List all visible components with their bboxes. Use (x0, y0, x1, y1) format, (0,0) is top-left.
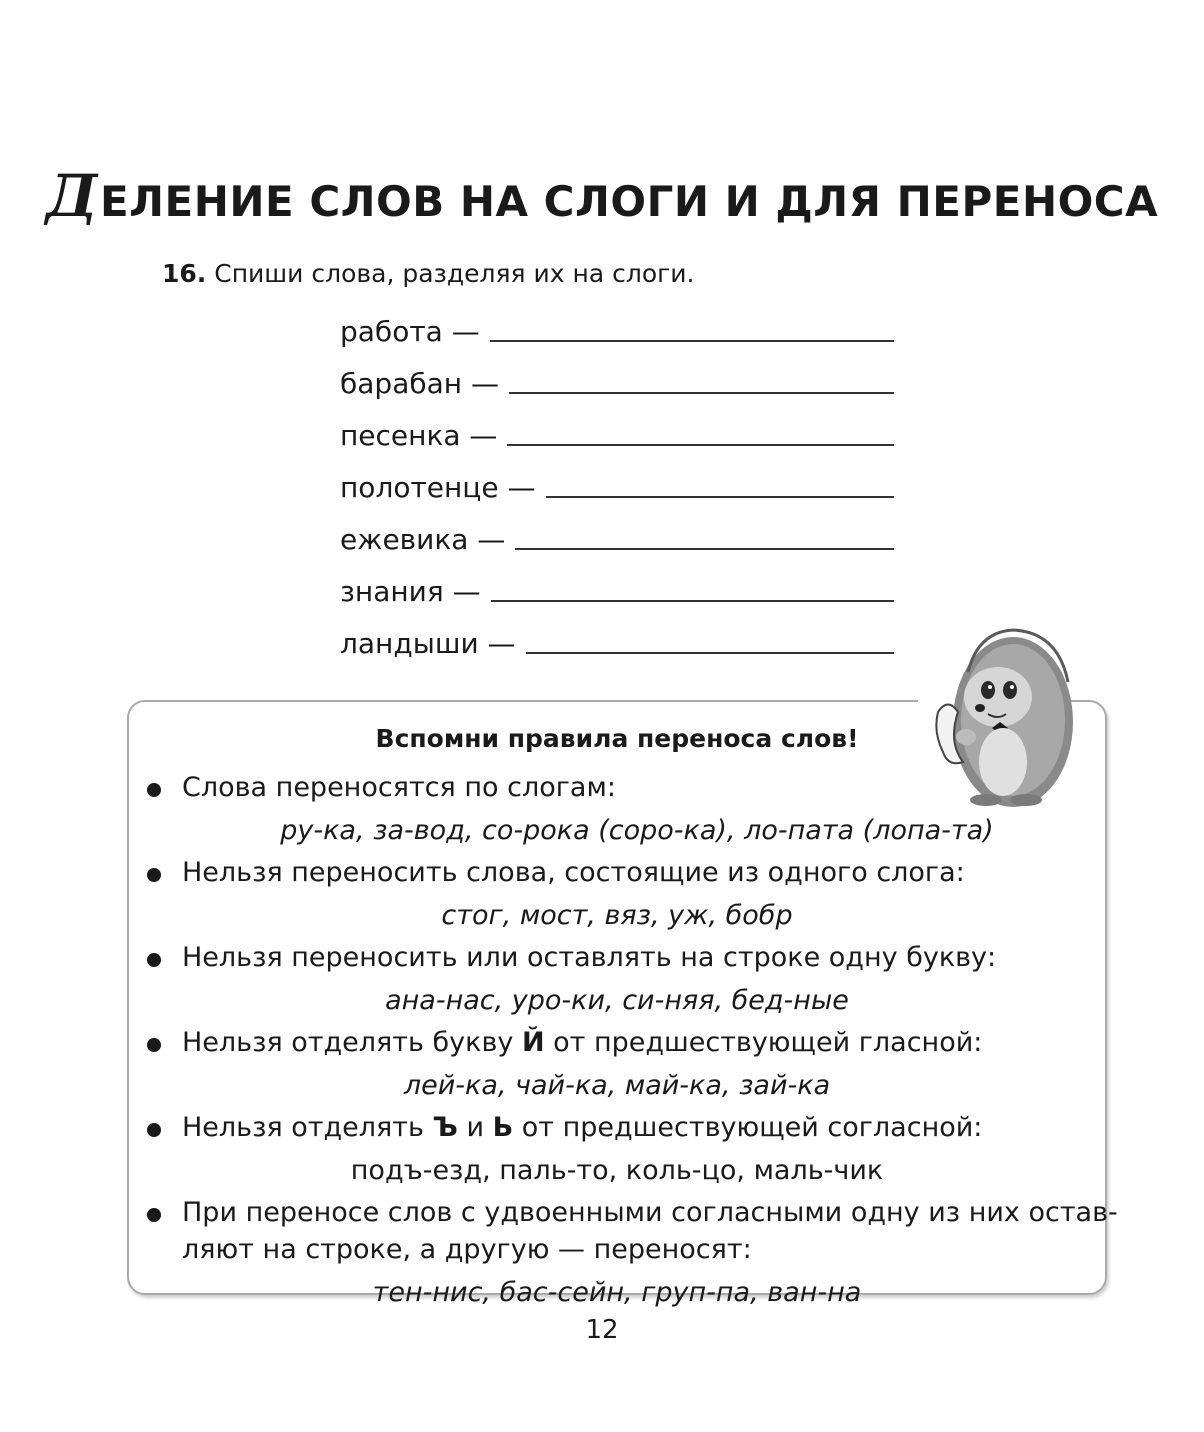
word-row (340, 464, 894, 504)
task-number: 16. (162, 259, 207, 288)
page-number: 12 (585, 1315, 619, 1345)
bullet-icon (147, 953, 161, 967)
bullet-icon (147, 1038, 161, 1052)
word-label: работа — (340, 315, 480, 348)
rule-letter: Й (521, 1027, 545, 1058)
task-text: Спиши слова, разделяя их на слоги. (214, 259, 695, 288)
rules-title: Вспомни правила переноса слов! (375, 724, 859, 753)
word-label: ежевика — (340, 523, 506, 556)
rule-text: Нельзя переносить слова, состоящие из одного слога: (182, 857, 965, 888)
answer-line[interactable] (490, 340, 894, 342)
answer-line[interactable] (526, 652, 894, 654)
rule-text-part: от предшествующей согласной: (513, 1112, 983, 1143)
bullet-icon (147, 868, 161, 882)
hedgehog-illustration (918, 612, 1078, 812)
rule-example: тен-нис, бас-сейн, груп-па, ван-на (372, 1277, 862, 1308)
rule-text-part: и (457, 1112, 493, 1143)
answer-line[interactable] (515, 548, 894, 550)
rule-example: подъ-езд, паль-то, коль-цо, маль-чик (350, 1155, 884, 1186)
rule-text: При переносе слов с удвоенными согласными одну из них остав- (182, 1197, 1118, 1228)
rule-text-part: от предшествующей гласной: (544, 1027, 983, 1058)
title-text: ЕЛЕНИЕ СЛОВ НА СЛОГИ И ДЛЯ ПЕРЕНОСА (99, 177, 1159, 226)
answer-line[interactable] (546, 496, 895, 498)
rule-example: ана-нас, уро-ки, си-няя, бед-ные (385, 985, 849, 1016)
rule-text: ляют на строке, а другую — переносят: (182, 1234, 752, 1265)
word-row (340, 308, 894, 348)
page-title (0, 162, 1204, 230)
rule-text-part: Нельзя отделять букву (182, 1027, 522, 1058)
title-drop-cap: Д (45, 162, 98, 230)
word-row (340, 568, 894, 608)
rule-text-part: Нельзя отделять (182, 1112, 433, 1143)
task-instruction (162, 259, 694, 288)
word-label: барабан — (340, 367, 499, 400)
rule-example: ру-ка, за-вод, со-рока (соро-ка), ло-пата (лопа-та) (280, 815, 994, 846)
bullet-icon (147, 1208, 161, 1222)
rule-letter: Ь (492, 1112, 514, 1143)
bullet-icon (147, 783, 161, 797)
word-label: ландыши — (340, 627, 516, 660)
answer-line[interactable] (507, 444, 894, 446)
word-row (340, 516, 894, 556)
rule-example: стог, мост, вяз, уж, бобр (441, 900, 793, 931)
word-label: песенка — (340, 419, 498, 452)
answer-line[interactable] (491, 600, 894, 602)
word-label: знания — (340, 575, 481, 608)
answer-line[interactable] (509, 392, 894, 394)
rule-letter: Ъ (432, 1112, 458, 1143)
word-row (340, 620, 894, 660)
rule-example: лей-ка, чай-ка, май-ка, зай-ка (403, 1070, 831, 1101)
word-label: полотенце — (340, 471, 536, 504)
word-row (340, 412, 894, 452)
rule-text (182, 1112, 982, 1143)
rule-text: Слова переносятся по слогам: (182, 772, 616, 803)
word-row (340, 360, 894, 400)
bullet-icon (147, 1123, 161, 1137)
rule-text: Нельзя переносить или оставлять на строке одну букву: (182, 942, 997, 973)
rule-text (182, 1027, 982, 1058)
